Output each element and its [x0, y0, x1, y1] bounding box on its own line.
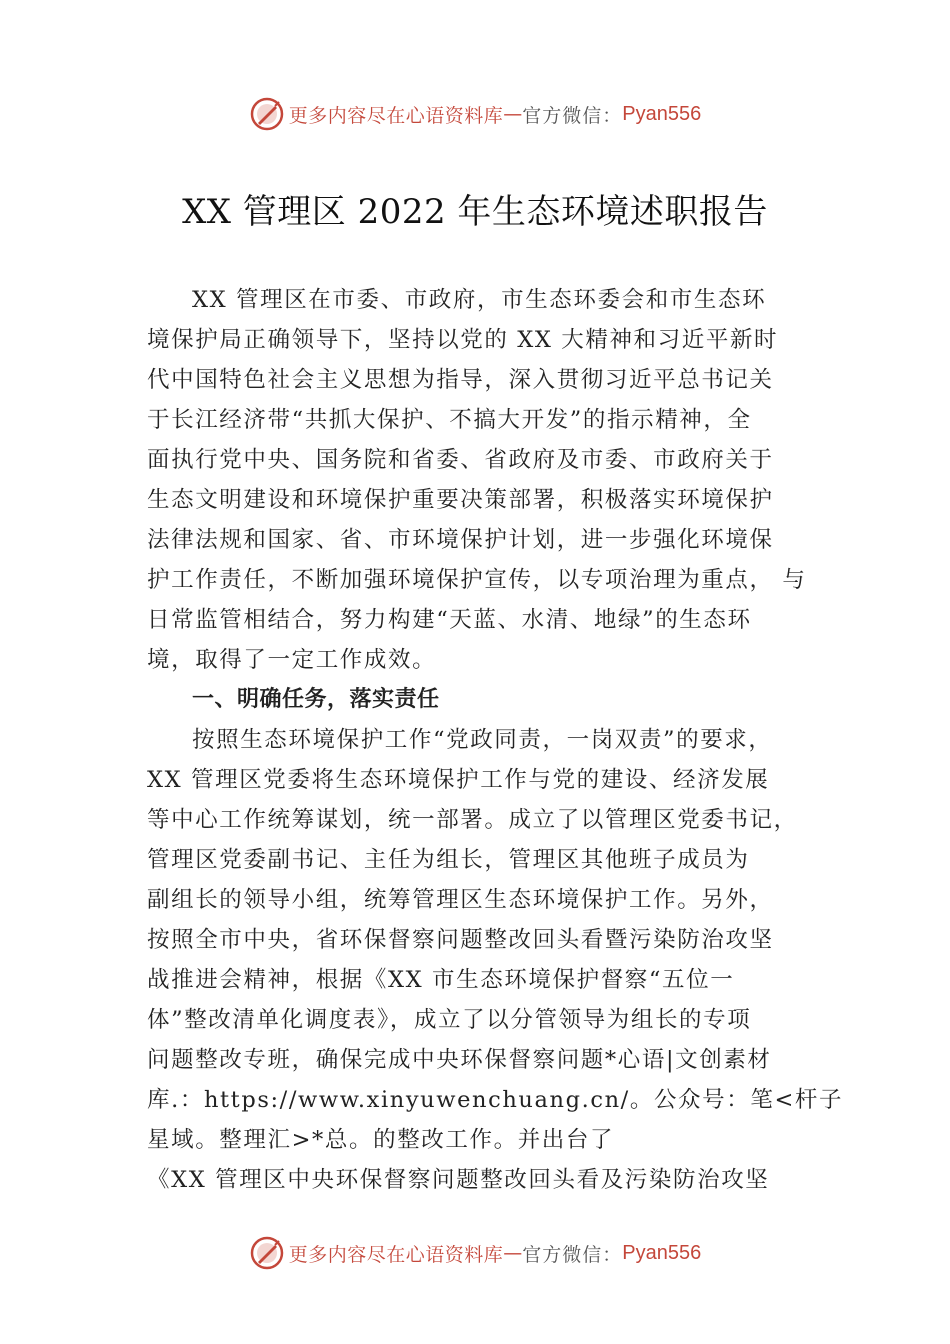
body-line: 星域。整理汇>*总。的整改工作。并出台了 [147, 1127, 615, 1153]
watermark-dash: — [503, 103, 523, 125]
body-line: 法律法规和国家、省、市环境保护计划，进一步强化环境保 [147, 527, 774, 553]
body-line: 等中心工作统筹谋划，统一部署。成立了以管理区党委书记， [147, 807, 798, 833]
watermark-banner-bottom [0, 1233, 950, 1273]
watermark-account: Pyan556 [622, 102, 702, 125]
body-line: 副组长的领导小组，统筹管理区生态环境保护工作。另外， [147, 887, 774, 913]
body-line: 按照全市中央，省环保督察问题整改回头看暨污染防治攻坚 [147, 927, 774, 953]
section-heading: 一、明确任务，落实责任 [192, 687, 440, 712]
watermark-account: Pyan556 [622, 1241, 702, 1264]
body-line: 面执行党中央、国务院和省委、省政府及市委、市政府关于 [147, 447, 774, 473]
body-line: 管理区党委副书记、主任为组长，管理区其他班子成员为 [147, 847, 750, 873]
body-line: 按照生态环境保护工作“党政同责，一岗双责”的要求， [192, 727, 773, 753]
body-line: 日常监管相结合，努力构建“天蓝、水清、地绿”的生态环 [147, 607, 752, 633]
body-line: 境，取得了一定工作成效。 [147, 647, 437, 673]
document-title: XX 管理区 2022 年生态环境述职报告 [182, 192, 768, 232]
body-line: XX 管理区在市委、市政府，市生态环委会和市生态环 [192, 287, 767, 313]
body-line: 库.：https://www.xinyuwenchuang.cn/。公众号：笔<杆子 [147, 1087, 844, 1113]
watermark-banner-top [0, 94, 950, 134]
body-line: 《XX 管理区中央环保督察问题整改回头看及污染防治攻坚 [147, 1167, 770, 1193]
body-line: XX 管理区党委将生态环境保护工作与党的建设、经济发展 [147, 767, 770, 793]
watermark-dash: — [503, 1242, 523, 1264]
body-line: 护工作责任，不断加强环境保护宣传，以专项治理为重点， 与 [147, 567, 807, 593]
body-line: 体”整改清单化调度表》，成立了以分管领导为组长的专项 [147, 1007, 752, 1033]
body-line: 问题整改专班，确保完成中央环保督察问题*心语|文创素材 [147, 1047, 772, 1073]
pen-circle-icon [249, 96, 285, 132]
body-line: 战推进会精神，根据《XX 市生态环境保护督察“五位一 [147, 967, 735, 993]
body-line: 于长江经济带“共抓大保护、不搞大开发”的指示精神，全 [147, 407, 752, 433]
watermark-wechat-label: 官方微信： [522, 104, 623, 127]
body-line: 代中国特色社会主义思想为指导，深入贯彻习近平总书记关 [147, 367, 774, 393]
watermark-brand: 更多内容尽在心语资料库 [288, 104, 504, 127]
body-line: 生态文明建设和环境保护重要决策部署，积极落实环境保护 [147, 487, 774, 513]
watermark-wechat-label: 官方微信： [522, 1243, 623, 1266]
body-line: 境保护局正确领导下，坚持以党的 XX 大精神和习近平新时 [147, 327, 779, 353]
pen-circle-icon [249, 1235, 285, 1271]
document-body [147, 280, 844, 1200]
watermark-brand: 更多内容尽在心语资料库 [288, 1243, 504, 1266]
